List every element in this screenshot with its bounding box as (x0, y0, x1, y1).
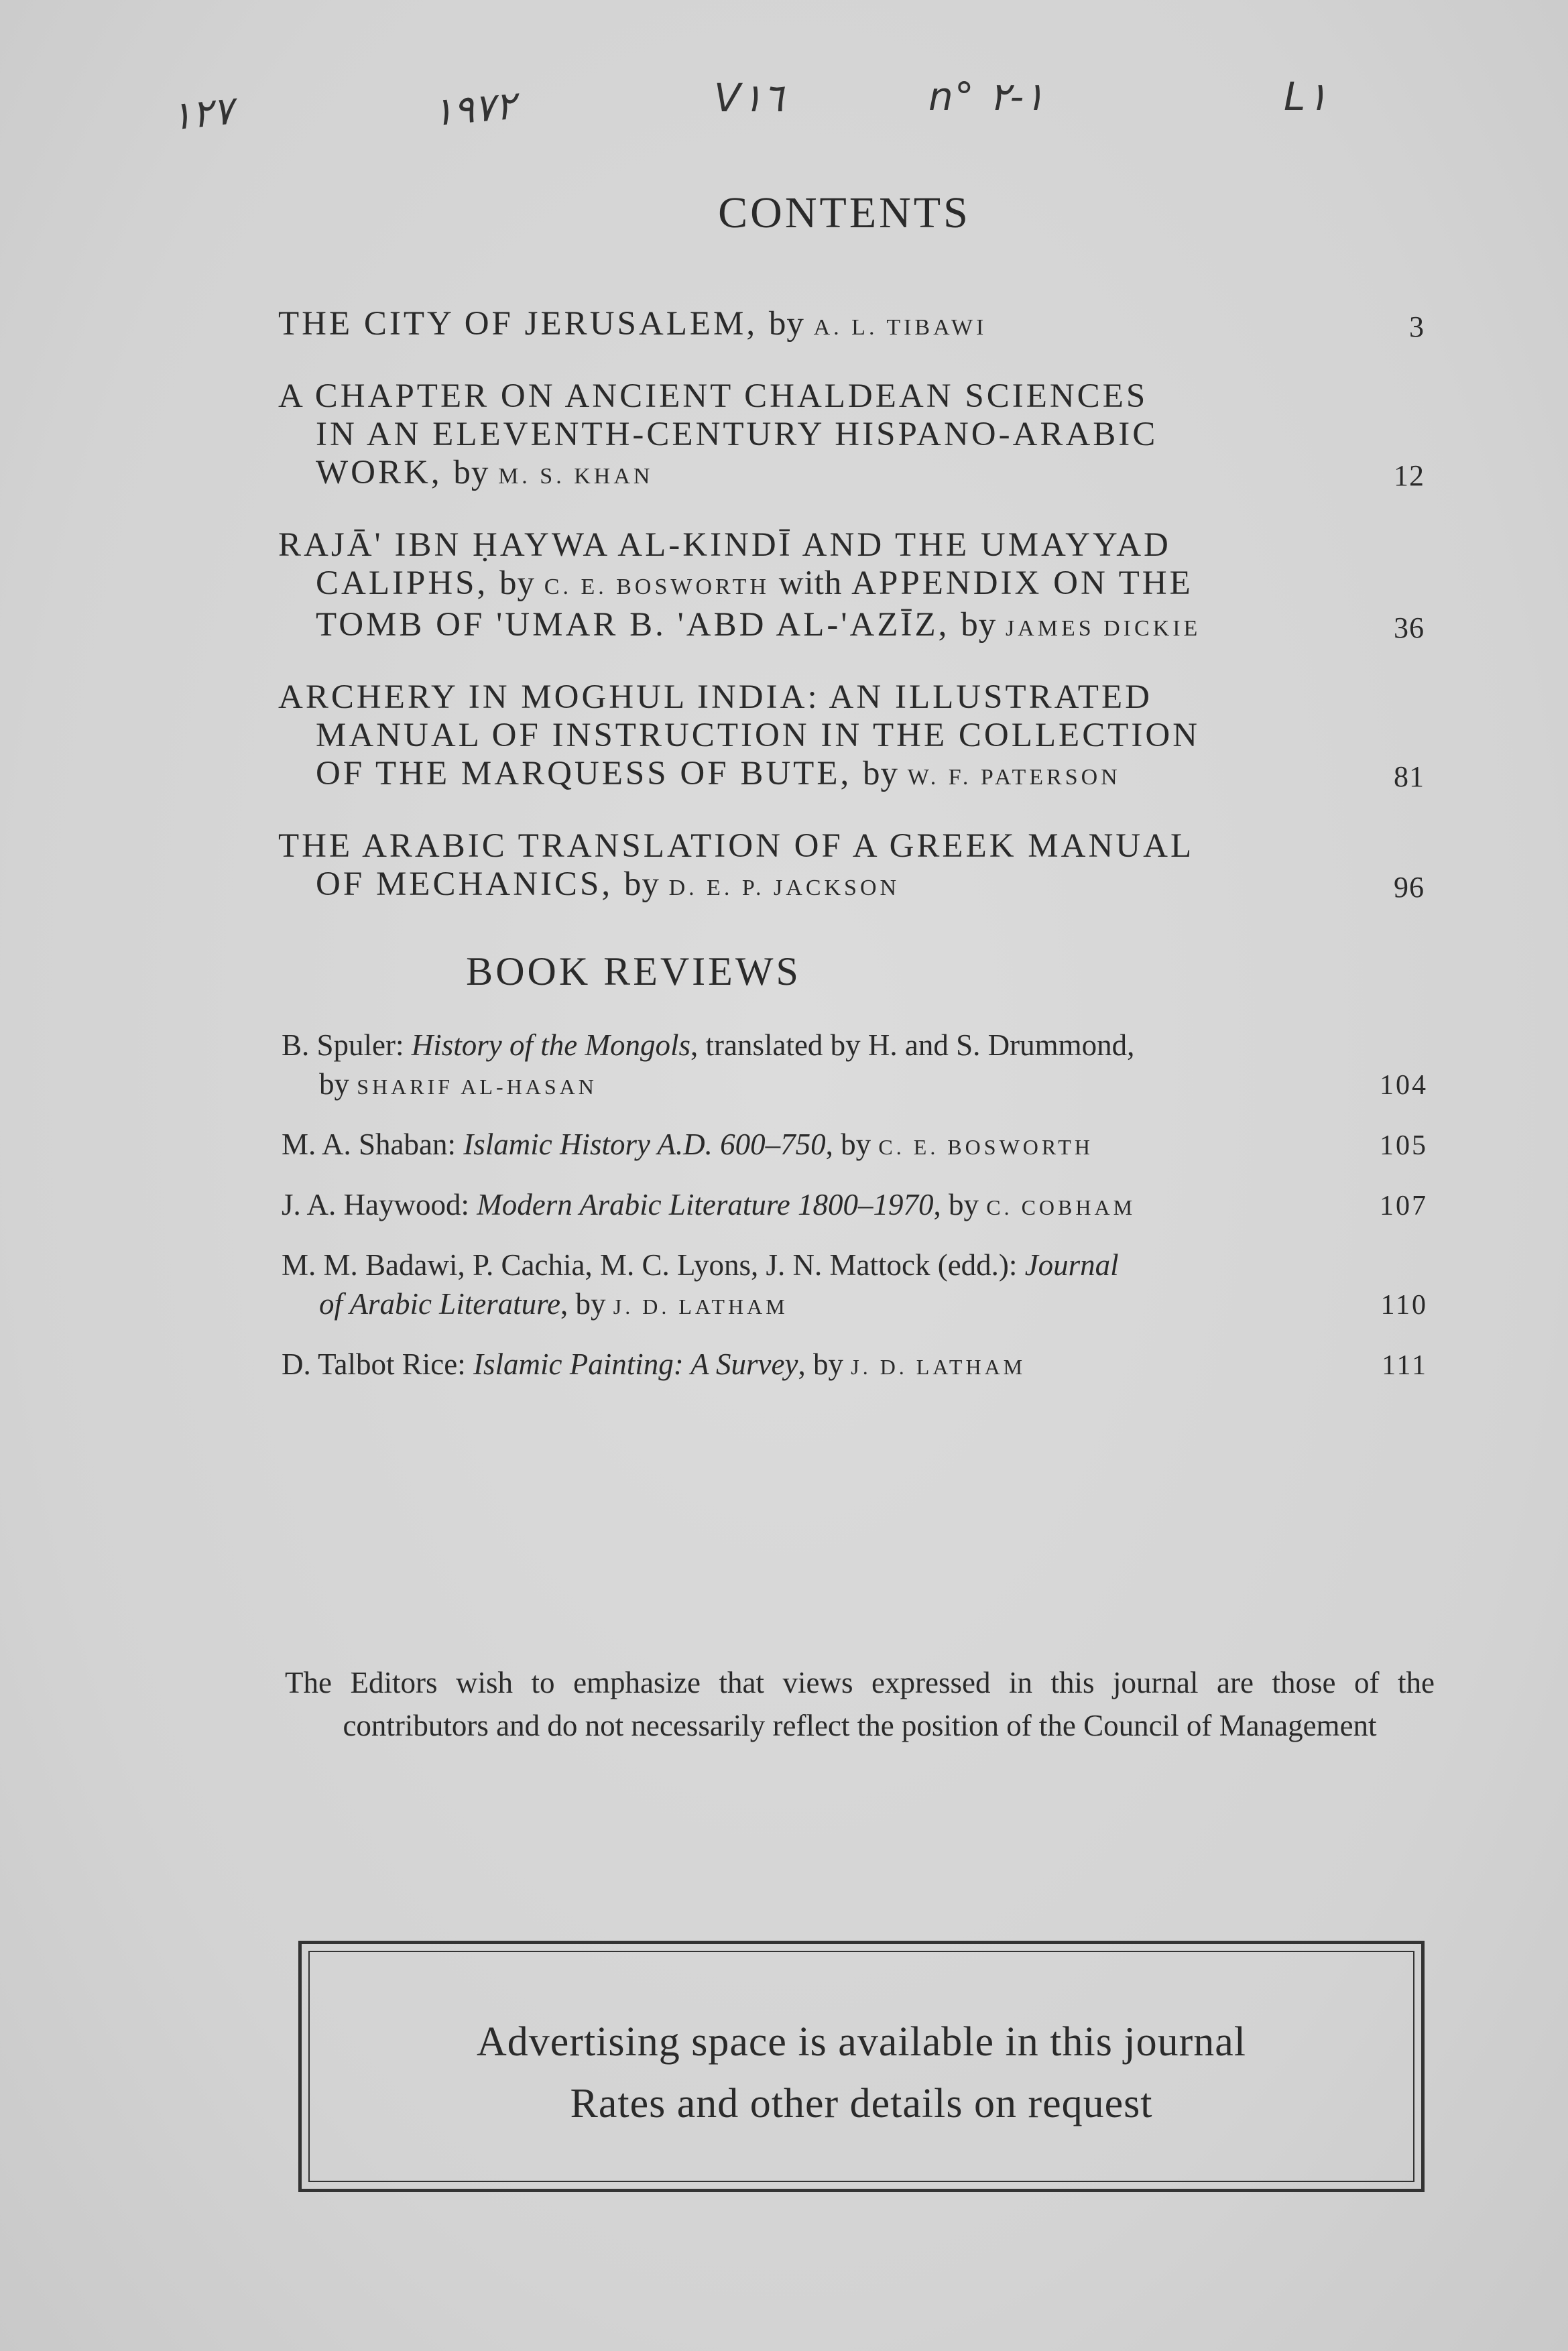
article-title: A CHAPTER ON ANCIENT CHALDEAN SCIENCES IN AN ELEVENTH-CENTURY HISPANO-ARABIC WORK, by M. S. KHAN (278, 377, 1158, 491)
review-text: M. M. Badawi, P. Cachia, M. C. Lyons, J. N. Mattock (edd.): Journal of Arabic Literature, by J. D. LATHAM (282, 1248, 1119, 1321)
article-author: D. E. P. JACKSON (668, 876, 900, 900)
advertising-line: Advertising space is available in this journal (477, 2019, 1246, 2065)
article-author: M. S. KHAN (498, 464, 654, 489)
page-number: 81 (1394, 760, 1425, 793)
article-entry[interactable] (278, 377, 1425, 495)
editorial-disclaimer: The Editors wish to emphasize that views expressed in this journal are those of the contributors and do not necessarily reflect the position of the Council of Management (285, 1666, 1435, 1742)
article-entry[interactable] (278, 305, 1425, 347)
review-text: J. A. Haywood: Modern Arabic Literature 1800–1970, by C. COBHAM (282, 1188, 1136, 1221)
reviewer: J. D. LATHAM (613, 1294, 788, 1319)
review-text: D. Talbot Rice: Islamic Painting: A Survey, by J. D. LATHAM (282, 1347, 1026, 1381)
article-author: JAMES DICKIE (1005, 616, 1201, 641)
article-author: C. E. BOSWORTH (544, 575, 770, 599)
article-entry[interactable] (278, 678, 1425, 796)
page-number: 105 (1380, 1130, 1428, 1161)
article-entry[interactable] (278, 827, 1425, 907)
page-number: 3 (1409, 310, 1425, 343)
review-entry[interactable] (282, 1185, 1428, 1227)
article-author: W. F. PATERSON (907, 765, 1121, 790)
page-number: 110 (1380, 1290, 1428, 1321)
handwritten-mark: V١٦ (714, 75, 784, 121)
page-number: 36 (1394, 611, 1425, 644)
handwritten-mark: ١٩٧٢ (430, 82, 518, 135)
advertising-box (298, 1941, 1425, 2192)
advertising-line: Rates and other details on request (570, 2081, 1153, 2126)
contents-list (278, 305, 1425, 938)
article-title: THE CITY OF JERUSALEM, by A. L. TIBAWI (278, 305, 987, 343)
contents-heading: CONTENTS (718, 188, 971, 237)
reviewer: SHARIF AL-HASAN (357, 1075, 597, 1099)
handwritten-mark: ١٢٧ (168, 87, 236, 139)
article-title: THE ARABIC TRANSLATION OF A GREEK MANUAL OF MECHANICS, by D. E. P. JACKSON (278, 827, 1195, 903)
advertising-text (302, 2011, 1421, 2134)
handwritten-mark: L١ (1284, 74, 1328, 119)
review-entry[interactable] (282, 1345, 1428, 1386)
reviewer: J. D. LATHAM (851, 1355, 1026, 1379)
reviewer: C. E. BOSWORTH (878, 1135, 1093, 1159)
page-number: 12 (1394, 459, 1425, 492)
review-text: M. A. Shaban: Islamic History A.D. 600–750, by C. E. BOSWORTH (282, 1128, 1093, 1161)
handwritten-mark: n° ١-٢ (928, 74, 1045, 119)
book-reviews-heading: BOOK REVIEWS (466, 949, 801, 993)
review-entry[interactable] (282, 1246, 1428, 1326)
book-reviews-list (282, 1026, 1428, 1405)
article-author: A. L. TIBAWI (813, 315, 987, 340)
page-number: 111 (1382, 1350, 1428, 1381)
review-text: B. Spuler: History of the Mongols, translated by H. and S. Drummond, by SHARIF AL-HASAN (282, 1028, 1135, 1101)
page-number: 104 (1380, 1070, 1428, 1101)
page-number: 96 (1394, 871, 1425, 904)
review-entry[interactable] (282, 1026, 1428, 1106)
page-number: 107 (1380, 1191, 1428, 1221)
reviewer: C. COBHAM (986, 1195, 1136, 1219)
review-entry[interactable] (282, 1125, 1428, 1166)
article-title: ARCHERY IN MOGHUL INDIA: AN ILLUSTRATED MANUAL OF INSTRUCTION IN THE COLLECTION OF THE MARQUESS OF BUTE, by W. F. PATERSON (278, 678, 1201, 792)
article-entry[interactable] (278, 526, 1425, 648)
article-title: RAJĀ' IBN ḤAYWA AL-KINDĪ AND THE UMAYYAD CALIPHS, by C. E. BOSWORTH with APPENDIX ON THE TOMB OF 'UMAR B. 'ABD AL-'AZĪZ, by JAMES DICKIE (278, 526, 1201, 644)
